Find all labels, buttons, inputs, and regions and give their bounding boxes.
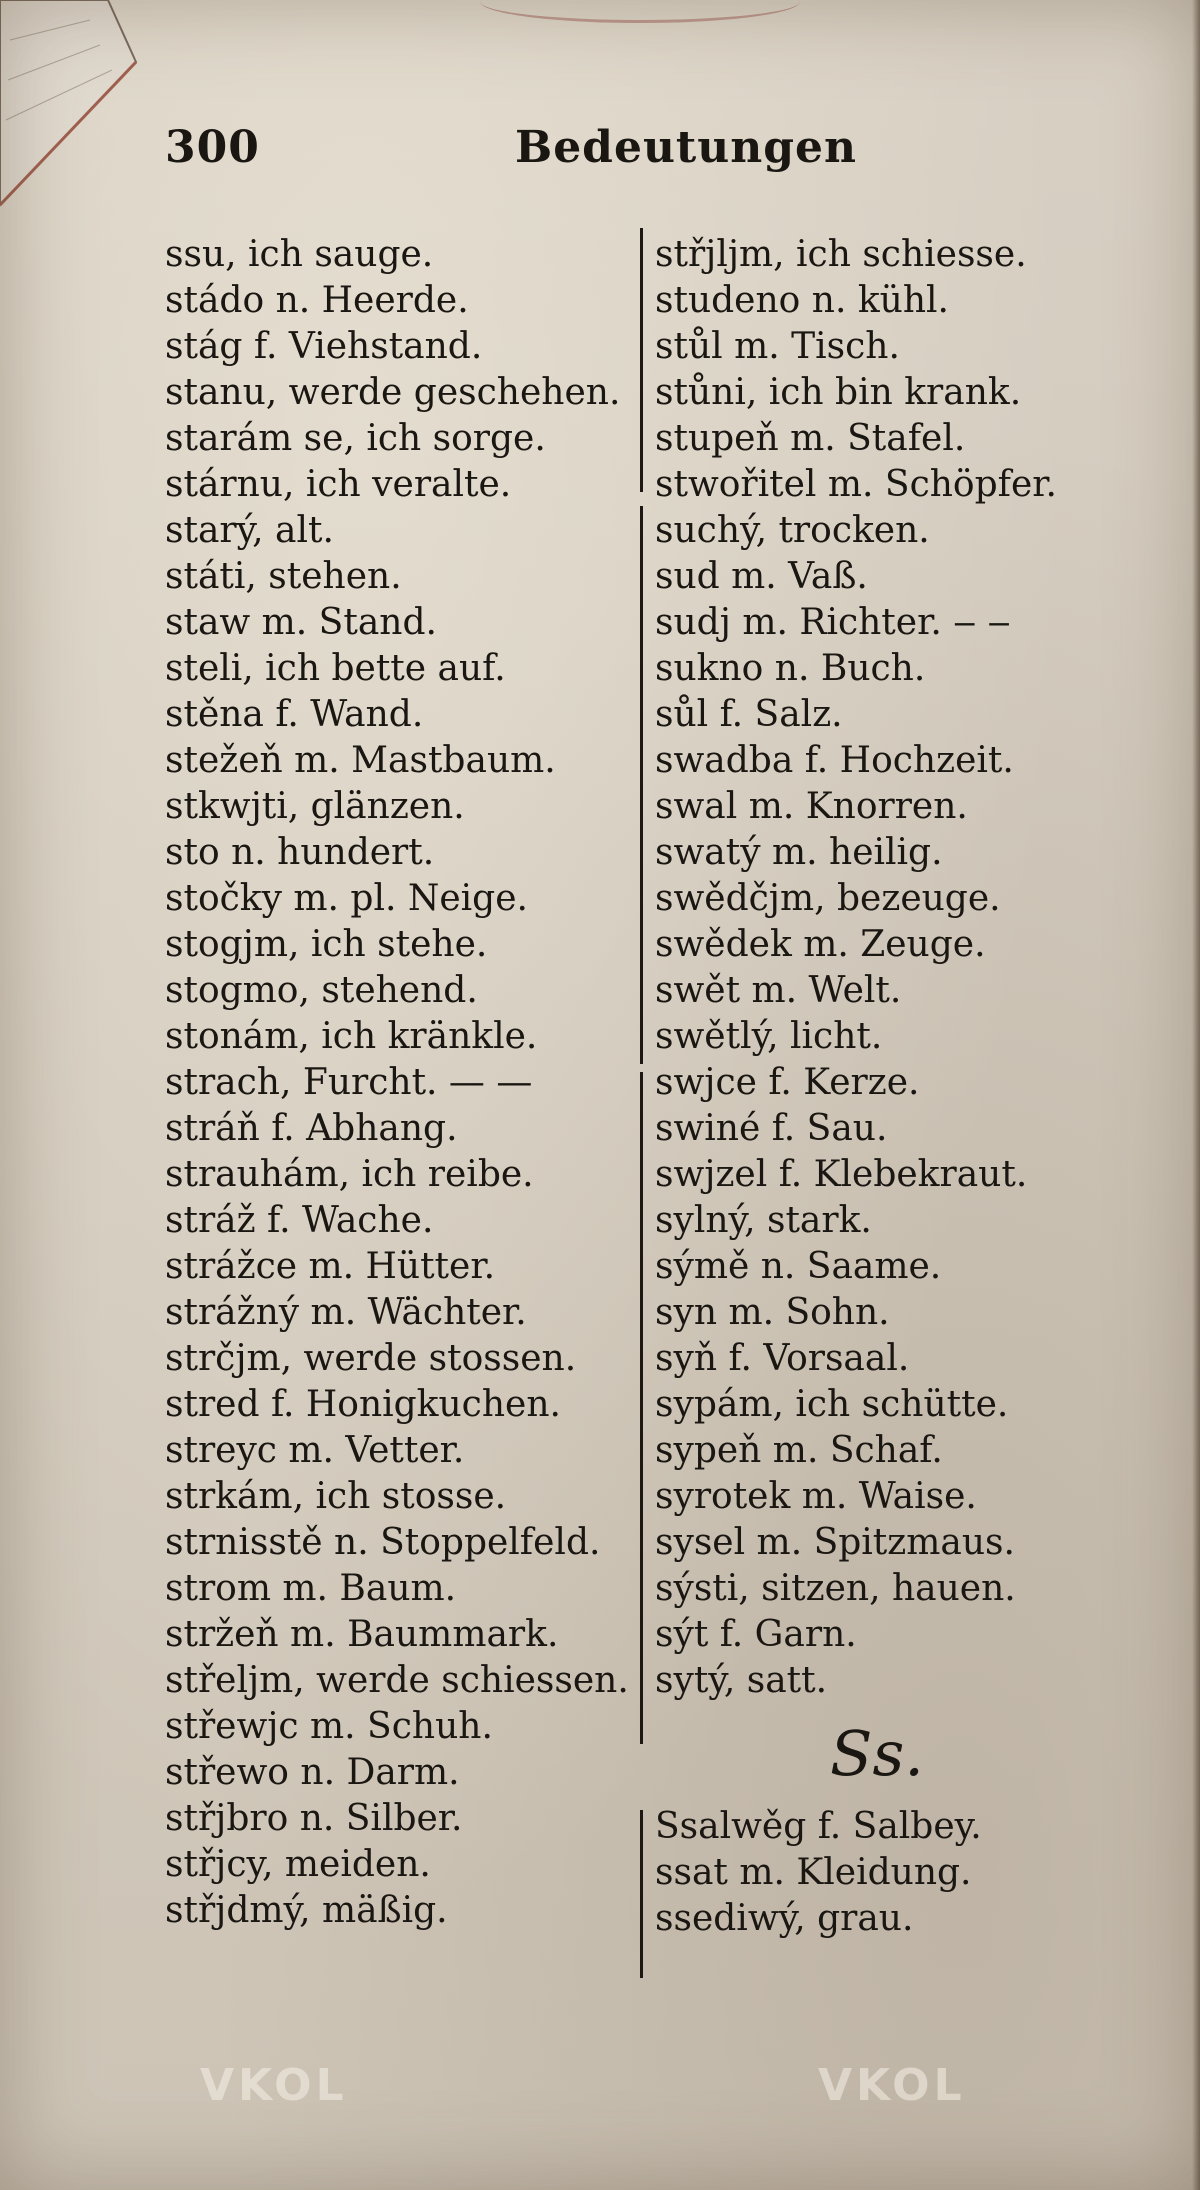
dictionary-entry bbox=[655, 554, 1135, 600]
headword: swědčjm bbox=[655, 878, 815, 919]
page-number: 300 bbox=[165, 122, 260, 173]
gloss: f. Klebekraut. bbox=[767, 1154, 1028, 1195]
gloss: m. Baum. bbox=[270, 1568, 457, 1609]
headword: střjdmý bbox=[165, 1890, 300, 1931]
left-column bbox=[165, 232, 635, 1934]
dictionary-entry bbox=[165, 1152, 635, 1198]
headword: swadba bbox=[655, 740, 794, 781]
dictionary-entry bbox=[165, 646, 635, 692]
dictionary-entry bbox=[655, 968, 1135, 1014]
dictionary-entry bbox=[165, 324, 635, 370]
headword: sůl bbox=[655, 694, 709, 735]
dictionary-entry bbox=[655, 922, 1135, 968]
headword: sytý bbox=[655, 1660, 724, 1701]
headword: stěna bbox=[165, 694, 264, 735]
gloss: n. Stoppelfeld. bbox=[322, 1522, 601, 1563]
gloss: , meiden. bbox=[262, 1844, 431, 1885]
gloss: , ich bin krank. bbox=[745, 372, 1022, 413]
headword: sud bbox=[655, 556, 720, 597]
gloss: m. Schaf. bbox=[761, 1430, 943, 1471]
headword: swět bbox=[655, 970, 741, 1011]
gloss: f. Garn. bbox=[708, 1614, 857, 1655]
headword: strážný bbox=[165, 1292, 300, 1333]
library-watermark: VKOL bbox=[200, 2060, 348, 2111]
headword: ssediwý bbox=[655, 1898, 795, 1939]
dictionary-entry bbox=[655, 738, 1135, 784]
dictionary-entry bbox=[655, 600, 1135, 646]
dictionary-entry bbox=[165, 600, 635, 646]
library-watermark: VKOL bbox=[818, 2060, 966, 2111]
gloss: , ich reibe. bbox=[338, 1154, 534, 1195]
dictionary-entry bbox=[655, 1382, 1135, 1428]
headword: stogmo bbox=[165, 970, 299, 1011]
dictionary-entry bbox=[165, 554, 635, 600]
top-edge-stain bbox=[480, 0, 800, 23]
headword: swal bbox=[655, 786, 738, 827]
gloss: , stark. bbox=[744, 1200, 872, 1241]
dictionary-entry bbox=[165, 1290, 635, 1336]
gloss: , ich schiesse. bbox=[773, 234, 1027, 275]
headword: státi bbox=[165, 556, 246, 597]
column-divider bbox=[640, 1072, 643, 1744]
gloss: , grau. bbox=[794, 1898, 914, 1939]
headword: strčjm bbox=[165, 1338, 281, 1379]
gloss: , stehend. bbox=[298, 970, 478, 1011]
gloss: , Furcht. — — bbox=[279, 1062, 533, 1103]
headword: strauhám bbox=[165, 1154, 339, 1195]
dictionary-entry bbox=[165, 1428, 635, 1474]
gloss: m. Waise. bbox=[790, 1476, 977, 1517]
gloss: m. Hütter. bbox=[297, 1246, 496, 1287]
gloss: , satt. bbox=[723, 1660, 828, 1701]
dictionary-entry bbox=[655, 1152, 1135, 1198]
folded-corner bbox=[0, 0, 140, 210]
dictionary-entry bbox=[165, 1612, 635, 1658]
gloss: m. Tisch. bbox=[722, 326, 900, 367]
gloss: f. Kerze. bbox=[756, 1062, 920, 1103]
gloss: f. Salbey. bbox=[806, 1806, 982, 1847]
gloss: m. Stafel. bbox=[778, 418, 966, 459]
headword: stupeň bbox=[655, 418, 779, 459]
column-divider bbox=[640, 506, 643, 1064]
dictionary-entry bbox=[655, 370, 1135, 416]
dictionary-entry bbox=[655, 1566, 1135, 1612]
gloss: , ich stosse. bbox=[292, 1476, 507, 1517]
headword: stádo bbox=[165, 280, 265, 321]
gloss: , ich bette auf. bbox=[242, 648, 506, 689]
gloss: m. Spitzmaus. bbox=[745, 1522, 1015, 1563]
dictionary-entry bbox=[655, 876, 1135, 922]
gloss: n. kühl. bbox=[800, 280, 950, 321]
dictionary-entry bbox=[165, 1842, 635, 1888]
gloss: f. Wache. bbox=[255, 1200, 434, 1241]
running-head: Bedeutungen bbox=[515, 122, 857, 173]
gloss: f. Vorsaal. bbox=[717, 1338, 910, 1379]
gloss: m. Zeuge. bbox=[791, 924, 986, 965]
column-divider bbox=[640, 1810, 643, 1978]
gloss: m. Schuh. bbox=[298, 1706, 493, 1747]
gloss: , ich sorge. bbox=[343, 418, 546, 459]
gloss: m. Schöpfer. bbox=[816, 464, 1057, 505]
headword: stržeň bbox=[165, 1614, 279, 1655]
gloss: f. Abhang. bbox=[259, 1108, 458, 1149]
dictionary-entry bbox=[165, 462, 635, 508]
headword: swjce bbox=[655, 1062, 757, 1103]
dictionary-entry bbox=[165, 1106, 635, 1152]
gloss: f. Sau. bbox=[760, 1108, 888, 1149]
dictionary-entry bbox=[655, 646, 1135, 692]
gloss: m. Vaß. bbox=[719, 556, 868, 597]
headword: strážce bbox=[165, 1246, 298, 1287]
headword: ssat bbox=[655, 1852, 728, 1893]
gloss: , werde schiessen. bbox=[293, 1660, 629, 1701]
gloss: m. Stand. bbox=[250, 602, 437, 643]
dictionary-entry bbox=[655, 462, 1135, 508]
headword: stonám bbox=[165, 1016, 299, 1057]
dictionary-entry bbox=[165, 784, 635, 830]
headword: sýmě bbox=[655, 1246, 750, 1287]
headword: sudj bbox=[655, 602, 731, 643]
section-heading: Ss. bbox=[830, 1717, 924, 1790]
gloss: m. Baummark. bbox=[278, 1614, 559, 1655]
headword: syrotek bbox=[655, 1476, 791, 1517]
gloss: m. Mastbaum. bbox=[282, 740, 556, 781]
dictionary-entry bbox=[165, 370, 635, 416]
gloss: m. Vetter. bbox=[276, 1430, 465, 1471]
headword: střjbro bbox=[165, 1798, 289, 1839]
dictionary-entry bbox=[165, 922, 635, 968]
dictionary-entry bbox=[165, 1244, 635, 1290]
gloss: m. Knorren. bbox=[737, 786, 968, 827]
headword: stůni bbox=[655, 372, 746, 413]
gloss: m. Kleidung. bbox=[727, 1852, 972, 1893]
headword: stočky bbox=[165, 878, 282, 919]
headword: střewo bbox=[165, 1752, 289, 1793]
dictionary-entry bbox=[655, 692, 1135, 738]
headword: starám se bbox=[165, 418, 344, 459]
gloss: , ich stehe. bbox=[287, 924, 488, 965]
headword: stráž bbox=[165, 1200, 256, 1241]
headword: swiné bbox=[655, 1108, 761, 1149]
headword: swjzel bbox=[655, 1154, 768, 1195]
headword: stogjm bbox=[165, 924, 288, 965]
gloss: , glänzen. bbox=[287, 786, 465, 827]
dictionary-entry bbox=[165, 1888, 635, 1934]
headword: sypeň bbox=[655, 1430, 762, 1471]
dictionary-entry bbox=[165, 1198, 635, 1244]
gloss: f. Hochzeit. bbox=[793, 740, 1014, 781]
headword: střewjc bbox=[165, 1706, 299, 1747]
gloss: , ich sauge. bbox=[225, 234, 434, 275]
gloss: , werde stossen. bbox=[280, 1338, 577, 1379]
gloss: n. Buch. bbox=[763, 648, 926, 689]
headword: stkwjti bbox=[165, 786, 288, 827]
headword: steli bbox=[165, 648, 243, 689]
gloss: , werde geschehen. bbox=[265, 372, 621, 413]
headword: sýsti bbox=[655, 1568, 739, 1609]
gloss: n. Silber. bbox=[288, 1798, 463, 1839]
gloss: , alt. bbox=[252, 510, 334, 551]
dictionary-entry bbox=[165, 1704, 635, 1750]
dictionary-entry bbox=[655, 508, 1135, 554]
headword: sylný bbox=[655, 1200, 745, 1241]
dictionary-entry bbox=[655, 1804, 1135, 1850]
dictionary-entry bbox=[165, 1474, 635, 1520]
gloss: , mäßig. bbox=[299, 1890, 448, 1931]
gloss: , ich veralte. bbox=[282, 464, 512, 505]
dictionary-entry bbox=[655, 1198, 1135, 1244]
headword: Ssalwěg bbox=[655, 1806, 807, 1847]
dictionary-entry bbox=[165, 692, 635, 738]
headword: stág bbox=[165, 326, 243, 367]
dictionary-entry bbox=[655, 278, 1135, 324]
dictionary-entry bbox=[655, 1290, 1135, 1336]
headword: stárnu bbox=[165, 464, 283, 505]
dictionary-entry bbox=[655, 416, 1135, 462]
headword: sukno bbox=[655, 648, 764, 689]
dictionary-entry bbox=[655, 1658, 1135, 1704]
headword: stred bbox=[165, 1384, 260, 1425]
headword: stráň bbox=[165, 1108, 260, 1149]
headword: sýt bbox=[655, 1614, 709, 1655]
gloss: m. Wächter. bbox=[299, 1292, 527, 1333]
headword: sysel bbox=[655, 1522, 746, 1563]
gloss: m. Sohn. bbox=[717, 1292, 890, 1333]
headword: stwořitel bbox=[655, 464, 817, 505]
dictionary-entry bbox=[165, 876, 635, 922]
headword: streyc bbox=[165, 1430, 277, 1471]
gloss: n. Darm. bbox=[288, 1752, 460, 1793]
dictionary-entry bbox=[655, 1106, 1135, 1152]
gloss: , stehen. bbox=[245, 556, 402, 597]
gloss: m. Welt. bbox=[740, 970, 902, 1011]
dictionary-entry bbox=[655, 1336, 1135, 1382]
headword: strnisstě bbox=[165, 1522, 323, 1563]
gloss: m. heilig. bbox=[760, 832, 943, 873]
right-column bbox=[655, 232, 1135, 1942]
gloss: n. Heerde. bbox=[264, 280, 469, 321]
dictionary-entry bbox=[655, 1520, 1135, 1566]
headword: swatý bbox=[655, 832, 761, 873]
dictionary-entry bbox=[655, 232, 1135, 278]
gloss: , ich schütte. bbox=[772, 1384, 1009, 1425]
dictionary-entry bbox=[655, 1612, 1135, 1658]
headword: střjcy bbox=[165, 1844, 263, 1885]
dictionary-entry bbox=[165, 738, 635, 784]
dictionary-entry bbox=[165, 1014, 635, 1060]
gloss: , trocken. bbox=[755, 510, 930, 551]
headword: suchý bbox=[655, 510, 756, 551]
dictionary-entry bbox=[165, 968, 635, 1014]
headword: stežeň bbox=[165, 740, 283, 781]
dictionary-entry bbox=[655, 830, 1135, 876]
gloss: , licht. bbox=[767, 1016, 883, 1057]
dictionary-entry bbox=[165, 1336, 635, 1382]
headword: stanu bbox=[165, 372, 266, 413]
gloss: f. Viehstand. bbox=[242, 326, 483, 367]
dictionary-entry bbox=[165, 1750, 635, 1796]
headword: starý bbox=[165, 510, 253, 551]
dictionary-entry bbox=[165, 1796, 635, 1842]
dictionary-entry bbox=[165, 232, 635, 278]
headword: sypám bbox=[655, 1384, 773, 1425]
gloss: , sitzen, hauen. bbox=[738, 1568, 1016, 1609]
dictionary-entry bbox=[165, 416, 635, 462]
page-edge-shadow bbox=[1192, 0, 1200, 2190]
headword: stůl bbox=[655, 326, 723, 367]
column-divider bbox=[640, 228, 643, 492]
dictionary-entry bbox=[655, 1896, 1135, 1942]
dictionary-entry bbox=[165, 1566, 635, 1612]
dictionary-entry bbox=[165, 830, 635, 876]
dictionary-entry bbox=[655, 1428, 1135, 1474]
dictionary-entry bbox=[165, 1060, 635, 1106]
headword: střeljm bbox=[165, 1660, 294, 1701]
gloss: m. Richter. ‒ ‒ bbox=[730, 602, 1011, 643]
gloss: f. Wand. bbox=[263, 694, 424, 735]
dictionary-entry bbox=[165, 1382, 635, 1428]
dictionary-entry bbox=[165, 508, 635, 554]
dictionary-entry bbox=[165, 1658, 635, 1704]
dictionary-entry bbox=[655, 1474, 1135, 1520]
dictionary-entry bbox=[655, 1850, 1135, 1896]
headword: swědek bbox=[655, 924, 792, 965]
gloss: m. pl. Neige. bbox=[281, 878, 528, 919]
headword: swětlý bbox=[655, 1016, 768, 1057]
gloss: n. hundert. bbox=[219, 832, 435, 873]
gloss: , bezeuge. bbox=[814, 878, 1001, 919]
dictionary-entry bbox=[655, 1060, 1135, 1106]
dictionary-entry bbox=[655, 1244, 1135, 1290]
dictionary-entry bbox=[655, 324, 1135, 370]
headword: sto bbox=[165, 832, 220, 873]
gloss: f. Honigkuchen. bbox=[259, 1384, 561, 1425]
headword: staw bbox=[165, 602, 251, 643]
dictionary-entry bbox=[655, 1014, 1135, 1060]
headword: syn bbox=[655, 1292, 717, 1333]
headword: střjljm bbox=[655, 234, 774, 275]
headword: strach bbox=[165, 1062, 280, 1103]
dictionary-entry bbox=[655, 784, 1135, 830]
dictionary-entry bbox=[165, 1520, 635, 1566]
gloss: n. Saame. bbox=[749, 1246, 942, 1287]
headword: strkám bbox=[165, 1476, 293, 1517]
headword: strom bbox=[165, 1568, 271, 1609]
headword: syň bbox=[655, 1338, 717, 1379]
headword: ssu bbox=[165, 234, 226, 275]
headword: studeno bbox=[655, 280, 801, 321]
dictionary-entry bbox=[165, 278, 635, 324]
gloss: , ich kränkle. bbox=[298, 1016, 538, 1057]
gloss: f. Salz. bbox=[708, 694, 843, 735]
